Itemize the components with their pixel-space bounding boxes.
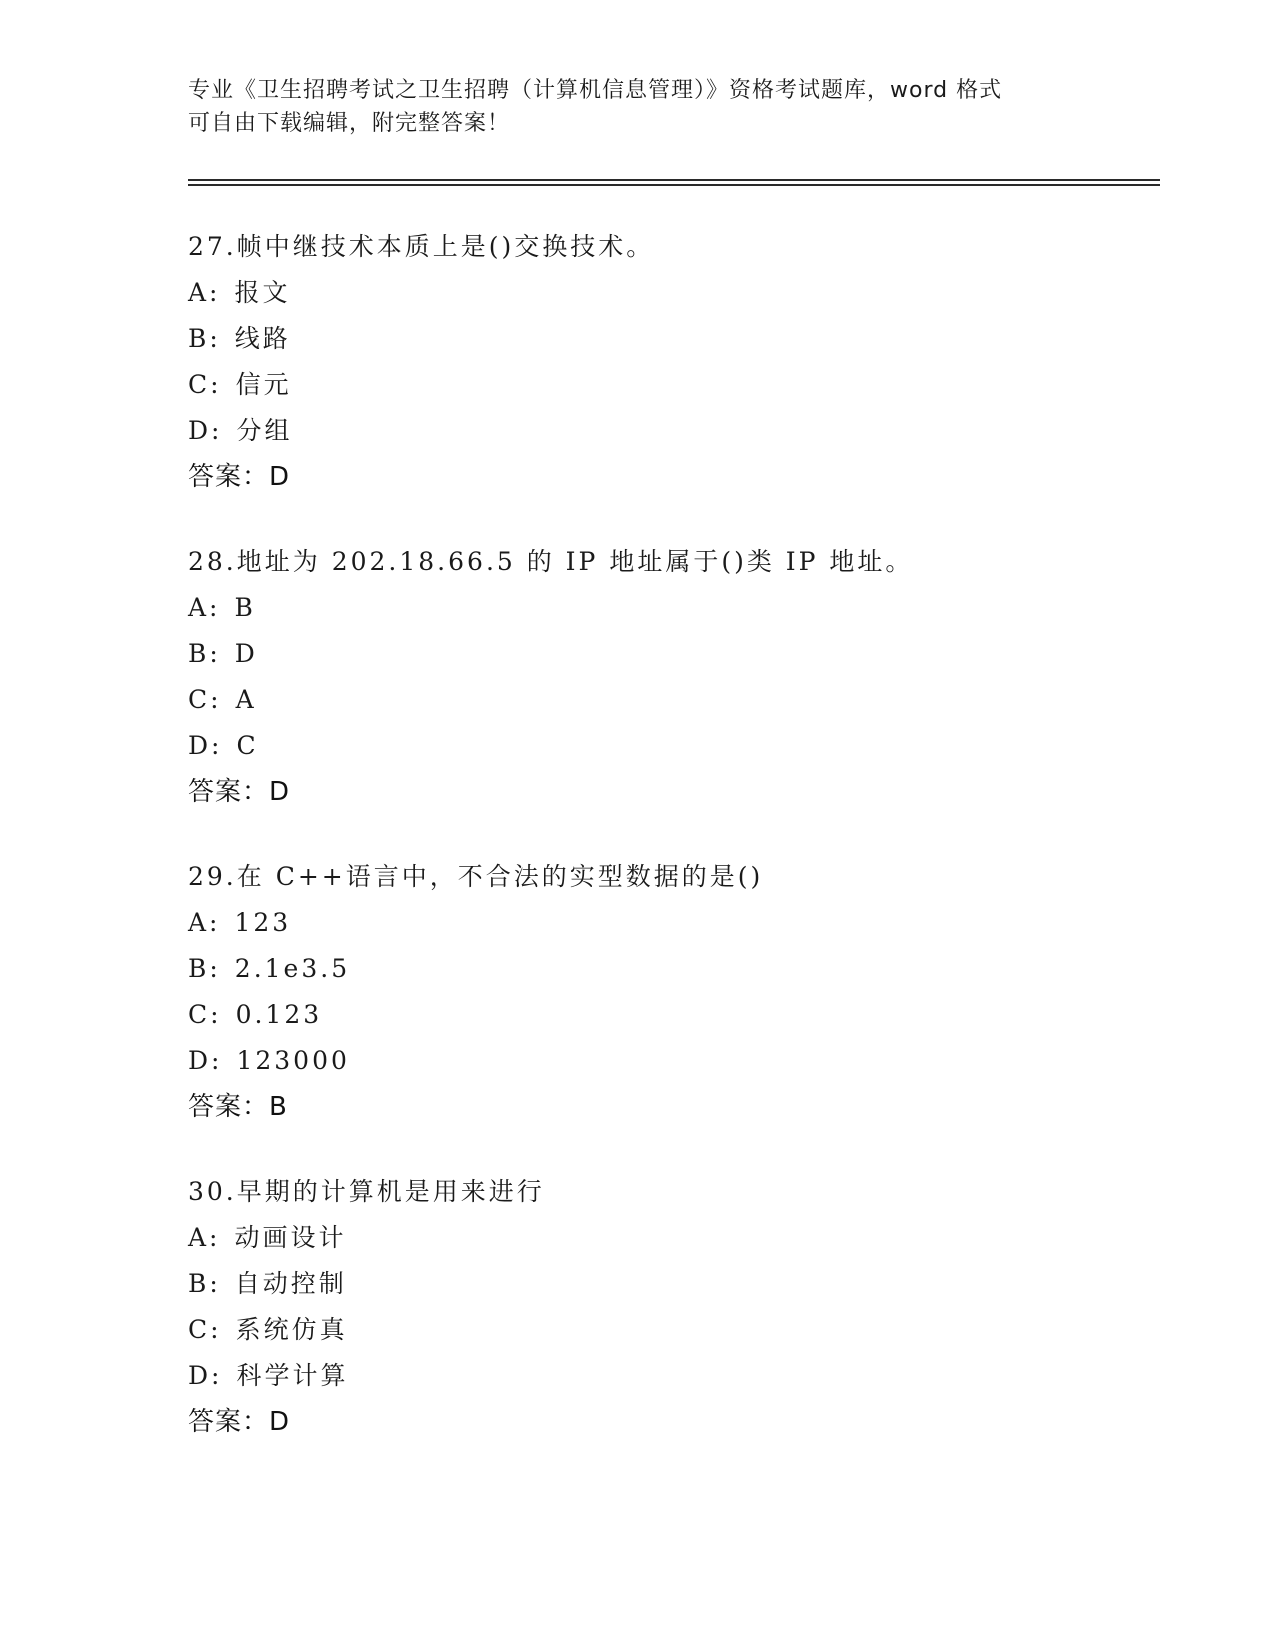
option-text: 报文 [234, 278, 291, 307]
question-27 [188, 224, 1138, 500]
option-text: 分组 [236, 416, 293, 445]
option-b [188, 316, 1138, 362]
option-text: 动画设计 [234, 1223, 347, 1252]
option-text: 系统仿真 [235, 1315, 348, 1344]
option-b [188, 946, 1138, 992]
answer-line [188, 454, 1138, 500]
option-a [188, 270, 1138, 316]
option-d [188, 723, 1138, 769]
option-text: 自动控制 [234, 1269, 347, 1298]
option-text: C [236, 731, 259, 760]
option-letter: A: [188, 908, 221, 937]
question-stem: 30.早期的计算机是用来进行 [188, 1177, 545, 1206]
option-letter: D: [188, 731, 223, 760]
option-letter: D: [188, 1361, 223, 1390]
option-d [188, 408, 1138, 454]
option-letter: A: [188, 278, 221, 307]
option-text: B [234, 593, 256, 622]
option-letter: C: [188, 1315, 222, 1344]
option-d [188, 1038, 1138, 1084]
answer-label: 答案： [188, 1407, 270, 1437]
question-29 [188, 854, 1138, 1130]
answer-line [188, 1399, 1138, 1445]
option-c [188, 677, 1138, 723]
header-divider-top [188, 179, 1160, 181]
answer-value: B [269, 1092, 288, 1122]
option-letter: D: [188, 1046, 223, 1075]
answer-value: D [269, 1407, 291, 1437]
answer-line [188, 1084, 1138, 1130]
option-text: 线路 [234, 324, 291, 353]
answer-label: 答案： [188, 1092, 270, 1122]
option-c [188, 1307, 1138, 1353]
option-letter: B: [188, 324, 221, 353]
option-letter: B: [188, 1269, 221, 1298]
answer-label: 答案： [188, 462, 270, 492]
answer-line [188, 769, 1138, 815]
option-text: 信元 [235, 370, 292, 399]
header-line-1: 专业《卫生招聘考试之卫生招聘（计算机信息管理）》资格考试题库，word 格式 [188, 78, 1003, 103]
question-28 [188, 539, 1138, 815]
option-letter: B: [188, 639, 221, 668]
option-c [188, 992, 1138, 1038]
question-stem: 28.地址为 202.18.66.5 的 IP 地址属于()类 IP 地址。 [188, 547, 914, 576]
question-30 [188, 1169, 1138, 1445]
option-text: 123 [234, 908, 292, 937]
option-c [188, 362, 1138, 408]
answer-value: D [269, 462, 291, 492]
option-letter: A: [188, 1223, 221, 1252]
option-letter: C: [188, 370, 222, 399]
document-header [188, 74, 1088, 140]
option-letter: A: [188, 593, 221, 622]
option-text: 科学计算 [236, 1361, 349, 1390]
answer-value: D [269, 777, 291, 807]
answer-label: 答案： [188, 777, 270, 807]
header-line-2: 可自由下载编辑，附完整答案！ [188, 111, 511, 136]
option-b [188, 1261, 1138, 1307]
option-text: 0.123 [235, 1000, 323, 1029]
option-letter: B: [188, 954, 221, 983]
option-a [188, 1215, 1138, 1261]
option-a [188, 900, 1138, 946]
header-divider-bottom [188, 184, 1160, 186]
option-d [188, 1353, 1138, 1399]
question-stem: 27.帧中继技术本质上是()交换技术。 [188, 232, 655, 261]
option-text: D [234, 639, 258, 668]
question-stem: 29.在 C++语言中，不合法的实型数据的是() [188, 862, 764, 891]
option-letter: C: [188, 1000, 222, 1029]
option-text: A [235, 685, 257, 714]
option-text: 123000 [236, 1046, 350, 1075]
option-letter: D: [188, 416, 223, 445]
option-letter: C: [188, 685, 222, 714]
option-text: 2.1e3.5 [234, 954, 351, 983]
option-b [188, 631, 1138, 677]
option-a [188, 585, 1138, 631]
